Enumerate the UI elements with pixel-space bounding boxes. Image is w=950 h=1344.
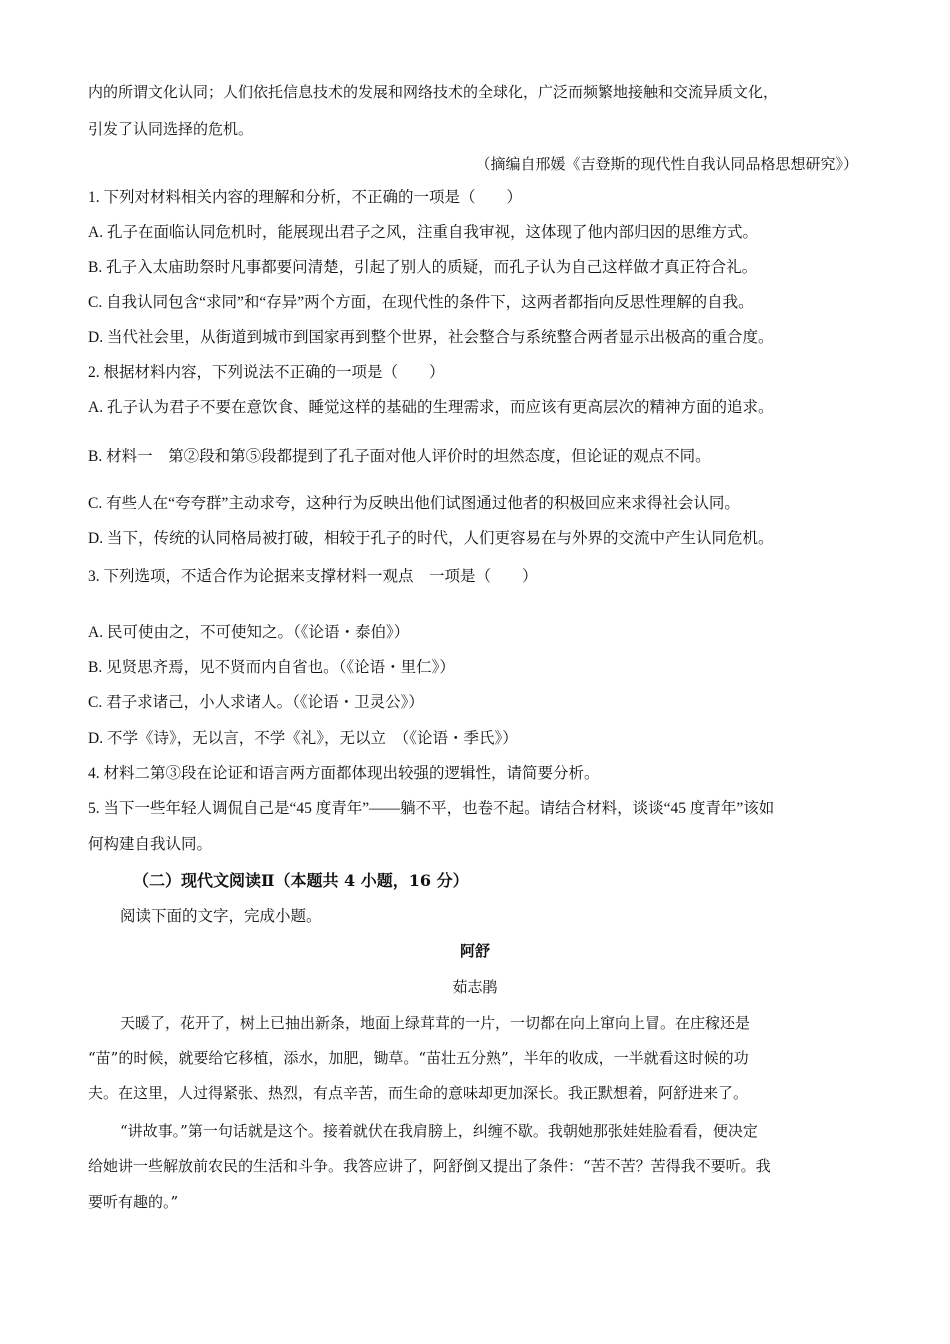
- question-2-option-b: B. 材料一 第②段和第⑤段都提到了孔子面对他人评价时的坦然态度，但论证的观点不同。: [88, 448, 711, 465]
- reading-instruction: 阅读下面的文字，完成小题。: [120, 908, 322, 925]
- question-1-option-a: A. 孔子在面临认同危机时，能展现出君子之风，注重自我审视，这体现了他内部归因的思维方式。: [88, 224, 758, 241]
- paragraph-1-line-3: 夫。在这里，人过得紧张、热烈，有点辛苦，而生命的意味却更加深长。我正默想着，阿舒进来了。: [88, 1084, 749, 1102]
- section-heading: （二）现代文阅读Ⅱ（本题共 4 小题，16 分）: [133, 871, 469, 890]
- question-2-option-c: C. 有些人在“夸夸群”主动求夸，这种行为反映出他们试图通过他者的积极回应来求得社会认同。: [88, 495, 740, 512]
- story-author: 茹志鹃: [452, 978, 498, 996]
- question-3-option-d: D. 不学《诗》，无以言，不学《礼》，无以立 （《论语・季氏》）: [88, 730, 518, 747]
- question-1-option-d: D. 当代社会里，从街道到城市到国家再到整个世界，社会整合与系统整合两者显示出极高的重合度。: [88, 329, 774, 346]
- passage-source: （摘编自邢媛《吉登斯的现代性自我认同品格思想研究》）: [475, 155, 858, 173]
- question-4: 4. 材料二第③段在论证和语言两方面都体现出较强的逻辑性，请简要分析。: [88, 765, 600, 782]
- story-title: 阿舒: [459, 942, 490, 960]
- question-3-stem: 3. 下列选项，不适合作为论据来支撑材料一观点 一项是（ ）: [88, 568, 538, 585]
- paragraph-1-line-2: “苗”的时候，就要给它移植，添水，加肥，锄草。“苗壮五分熟”，半年的收成，一半就看这时候的功: [88, 1049, 749, 1067]
- paragraph-1-line-1: 天暖了，花开了，树上已抽出新条，地面上绿茸茸的一片，一切都在向上窜向上冒。在庄稼还是: [120, 1014, 751, 1032]
- question-3-option-c: C. 君子求诸己，小人求诸人。（《论语・卫灵公》）: [88, 694, 424, 711]
- question-3-option-a: A. 民可使由之，不可使知之。（《论语・泰伯》）: [88, 624, 410, 641]
- paragraph-2-line-3: 要听有趣的。”: [88, 1193, 179, 1211]
- passage-line-2: 引发了认同选择的危机。: [88, 120, 254, 138]
- question-5-line-1: 5. 当下一些年轻人调侃自己是“45 度青年”——躺不平，也卷不起。请结合材料，谈谈“45 度青年”该如: [88, 800, 775, 817]
- question-1-stem: 1. 下列对材料相关内容的理解和分析，不正确的一项是（ ）: [88, 189, 523, 206]
- question-2-option-d: D. 当下，传统的认同格局被打破，相较于孔子的时代，人们更容易在与外界的交流中产生认同危机。: [88, 530, 774, 547]
- question-1-option-c: C. 自我认同包含“求同”和“存异”两个方面，在现代性的条件下，这两者都指向反思性理解的自我。: [88, 294, 754, 311]
- passage-line-1: 内的所谓文化认同；人们依托信息技术的发展和网络技术的全球化，广泛而频繁地接触和交流异质文化，: [88, 83, 779, 101]
- question-2-stem: 2. 根据材料内容，下列说法不正确的一项是（ ）: [88, 364, 445, 381]
- question-2-option-a: A. 孔子认为君子不要在意饮食、睡觉这样的基础的生理需求，而应该有更高层次的精神方面的追求。: [88, 399, 774, 416]
- question-3-option-b: B. 见贤思齐焉，见不贤而内自省也。（《论语・里仁》）: [88, 659, 455, 676]
- paragraph-2-line-1: “讲故事。”第一句话就是这个。接着就伏在我肩膀上，纠缠不歇。我朝她那张娃娃脸看看，便决定: [120, 1122, 758, 1140]
- question-1-option-b: B. 孔子入太庙助祭时凡事都要问清楚，引起了别人的质疑，而孔子认为自己这样做才真正符合礼。: [88, 259, 758, 276]
- question-5-line-2: 何构建自我认同。: [88, 836, 213, 853]
- paragraph-2-line-2: 给她讲一些解放前农民的生活和斗争。我答应讲了，阿舒倒又提出了条件：“苦不苦？苦得我不要听。我: [88, 1157, 771, 1175]
